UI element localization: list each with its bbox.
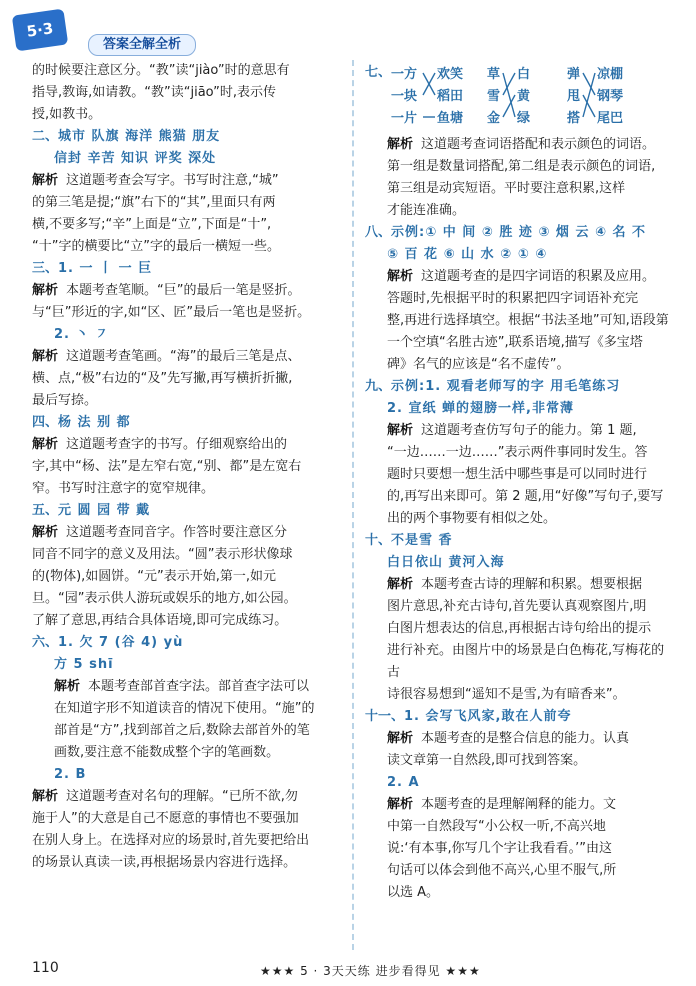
page-header [10, 10, 690, 50]
text-line: 出的两个事物要有相似之处。 [387, 511, 557, 526]
answer-line: ⑤ 百 花 ⑥ 山 水 ② ① ④ [387, 247, 548, 262]
section-9 [365, 376, 675, 530]
match-line [503, 73, 515, 95]
text-line: “一边……一边……”表示两件事同时发生。答 [387, 445, 648, 460]
analysis-tag: 解析 [32, 789, 59, 804]
answer-line: 1. ⼀ ⼁ ⼀ 巨 [58, 261, 153, 276]
analysis-tag: 解析 [387, 137, 414, 152]
match-word: 凉棚 [597, 67, 624, 82]
analysis-tag: 解析 [32, 437, 59, 452]
section-6 [32, 632, 350, 874]
text-line: 这道题考查对名句的理解。“已所不欲,勿 [66, 789, 298, 804]
section-8 [365, 222, 675, 376]
match-word: 一方 [391, 67, 418, 82]
text-line: 的时候要注意区分。“教”读“jiào”时的意思有 [32, 63, 290, 78]
answer-line: 2. 丶 ㇇ [54, 327, 110, 342]
text-line: 的,再写出来即可。第 2 题,用“好像”写句子,要写 [387, 489, 664, 504]
match-word: 鱼塘 [437, 111, 464, 126]
text-line: 这道题考查同音字。作答时要注意区分 [66, 525, 288, 540]
text-line: 这道题考查的是四字词语的积累及应用。 [421, 269, 656, 284]
text-line: 在知道字形不知道读音的情况下使用。“施”的 [54, 701, 315, 716]
text-line: 画数,要注意不能数成整个字的笔画数。 [54, 745, 280, 760]
analysis-tag: 解析 [54, 679, 81, 694]
text-line: 这道题考查字的书写。仔细观察给出的 [66, 437, 288, 452]
match-word: 白 [517, 67, 531, 82]
text-line: “十”字的横要比“立”字的最后一横短一些。 [32, 239, 280, 254]
text-line: 旦。“园”表示供人游玩或娱乐的地方,如公园。 [32, 591, 297, 606]
match-word: 黄 [517, 89, 531, 104]
text-line: 本题考查的是整合信息的能力。认真 [421, 731, 630, 746]
answer-line: 2. 宣纸 蝉的翅膀一样,非常薄 [387, 401, 574, 416]
section-4 [32, 412, 350, 500]
text-line: 与“巨”形近的字,如“区、匠”最后一笔也是竖折。 [32, 305, 311, 320]
matching-diagram [365, 62, 675, 128]
answer-line: 示例:① 中 间 ② 胜 迹 ③ 烟 云 ④ 名 不 [391, 225, 647, 240]
section-3 [32, 258, 350, 412]
match-word: 金 [487, 111, 501, 126]
match-line [503, 95, 515, 117]
text-line: 读文章第一自然段,即可找到答案。 [387, 753, 587, 768]
footer-slogan: ★★★ 5 · 3天天练 进步看得见 ★★★ [260, 964, 481, 978]
section-11 [365, 706, 675, 904]
answer-line: 不是雪 香 [391, 533, 453, 548]
text-line: 进行补充。由图片中的场景是白色梅花,写梅花的古 [387, 643, 665, 680]
text-line: 的第三笔是提;“旗”右下的“其”,里面只有两 [32, 195, 276, 210]
text-line: 授,如教书。 [32, 107, 102, 122]
section-number: 二、 [32, 129, 59, 144]
text-line: 第一组是数量词搭配,第二组是表示颜色的词语, [387, 159, 656, 174]
match-word: 一块 [391, 89, 418, 104]
match-word: 绿 [517, 111, 531, 126]
section-number: 五、 [32, 503, 59, 518]
text-line: 以选 A。 [387, 885, 440, 900]
section-number: 六、 [32, 635, 59, 650]
text-line: 字,其中“杨、法”是左窄右宽,“别、都”是左宽右 [32, 459, 302, 474]
text-line: 中第一自然段写“小公权一听,不高兴地 [387, 819, 606, 834]
match-line [583, 73, 595, 117]
text-line: 一个空填“名胜古迹”,联系语境,描写《多宝塔 [387, 335, 643, 350]
answer-line: 示例:1. 观看老师写的字 用毛笔练习 [391, 379, 621, 394]
text-line: 整,再进行选择填空。根据“书法圣地”可知,语段第 [387, 313, 669, 328]
left-column [32, 60, 350, 874]
match-word: 钢琴 [597, 89, 624, 104]
section-number: 十、 [365, 533, 392, 548]
match-word: 一片 [391, 111, 418, 126]
section-number: 四、 [32, 415, 59, 430]
answer-line: 1. 欠 7 (谷 4) yù [58, 635, 184, 650]
text-line: 指导,教诲,如请教。“教”读“jiāo”时,表示传 [32, 85, 277, 100]
answer-line: 方 5 shī [54, 657, 114, 672]
text-line: 才能连准确。 [387, 203, 466, 218]
page-footer [0, 956, 696, 980]
match-word: 稻田 [437, 89, 464, 104]
text-line: 本题考查部首查字法。部首查字法可以 [88, 679, 310, 694]
analysis-tag: 解析 [32, 525, 59, 540]
answer-line: 元 圆 园 带 戴 [58, 503, 151, 518]
match-word: 甩 [567, 89, 581, 104]
text-line: 答题时,先根据平时的积累把四字词语补充完 [387, 291, 639, 306]
text-line: 同音不同字的意义及用法。“圆”表示形状像球 [32, 547, 293, 562]
match-word: 雪 [487, 89, 501, 104]
analysis-tag: 解析 [387, 577, 414, 592]
answer-line: 2. A [387, 775, 420, 790]
section-number: 三、 [32, 261, 59, 276]
section-2 [32, 126, 350, 258]
text-line: 了解了意思,再结合具体语境,即可完成练习。 [32, 613, 288, 628]
section-7 [365, 62, 675, 222]
answer-line: 2. B [54, 767, 87, 782]
text-line: 施于人”的大意是自己不愿意的事情也不要强加 [32, 811, 299, 826]
text-line: 诗很容易想到“遥知不是雪,为有暗香来”。 [387, 687, 626, 702]
text-line: 本题考查的是理解阐释的能力。文 [421, 797, 617, 812]
text-line: 的(物体),如圆饼。“元”表示开始,第一,如元 [32, 569, 277, 584]
match-line [503, 73, 515, 117]
section-10 [365, 530, 675, 706]
match-line [583, 73, 595, 95]
section-number: 九、 [365, 379, 392, 394]
match-word: 草 [487, 67, 501, 82]
text-line: 句话可以体会到他不高兴,心里不服气,所 [387, 863, 617, 878]
text-line: 在别人身上。在选择对应的场景时,首先要把给出 [32, 833, 310, 848]
answer-line: 信封 辛苦 知识 评奖 深处 [54, 151, 217, 166]
section-number: 八、 [365, 225, 392, 240]
text-line: 这道题考查词语搭配和表示颜色的词语。 [421, 137, 656, 152]
right-column [365, 60, 675, 904]
analysis-tag: 解析 [387, 731, 414, 746]
text-line: 白图片想表达的信息,再根据古诗句给出的提示 [387, 621, 652, 636]
text-line: 本题考查古诗的理解和积累。想要根据 [421, 577, 643, 592]
text-line: 图片意思,补充古诗句,首先要认真观察图片,明 [387, 599, 647, 614]
brand-logo: 5·3 [12, 9, 69, 52]
text-line: 说:‘有本事,你写几个字让我看看。’”由这 [387, 841, 613, 856]
text-line: 窄。书写时注意字的宽窄规律。 [32, 481, 215, 496]
text-line: 部首是“方”,找到部首之后,数除去部首外的笔 [54, 723, 310, 738]
text-line: 横,不要多写;“辛”上面是“立”,下面是“十”, [32, 217, 272, 232]
text-line: 最后写捺。 [32, 393, 98, 408]
analysis-tag: 解析 [32, 349, 59, 364]
text-line: 这道题考查笔画。“海”的最后三笔是点、 [66, 349, 301, 364]
match-line [583, 95, 595, 117]
column-divider [352, 60, 354, 950]
section-number: 七、 [365, 65, 392, 80]
answer-line: 1. 会写飞风家,敢在人前夸 [404, 709, 572, 724]
text-line: 碑》名气的应该是“名不虚传”。 [387, 357, 570, 372]
text-line: 第三组是动宾短语。平时要注意积累,这样 [387, 181, 626, 196]
answer-line: 城市 队旗 海洋 熊猫 朋友 [58, 129, 221, 144]
text-line: 题时只要想一想生活中哪些事是可以同时进行 [387, 467, 648, 482]
text-line: 这道题考查仿写句子的能力。第 1 题, [421, 423, 637, 438]
match-word: 尾巴 [597, 111, 624, 126]
page-number: 110 [32, 960, 59, 976]
section-5 [32, 500, 350, 632]
analysis-tag: 解析 [32, 283, 59, 298]
match-word: 欢笑 [437, 67, 464, 82]
match-word: 搭 [567, 111, 581, 126]
analysis-tag: 解析 [387, 797, 414, 812]
analysis-tag: 解析 [32, 173, 59, 188]
text-line: 这道题考查会写字。书写时注意,“城” [66, 173, 279, 188]
text-line: 横、点,“极”右边的“及”先写撇,再写横折折撇, [32, 371, 293, 386]
answer-line: 白日依山 黄河入海 [387, 555, 505, 570]
analysis-tag: 解析 [387, 423, 414, 438]
text-line: 的场景认真读一读,再根据场景内容进行选择。 [32, 855, 297, 870]
match-word: 弹 [567, 67, 581, 82]
analysis-tag: 解析 [387, 269, 414, 284]
text-line: 本题考查笔顺。“巨”的最后一笔是竖折。 [66, 283, 301, 298]
answer-line: 杨 法 别 都 [58, 415, 131, 430]
answer-badge: 答案全解全析 [88, 34, 196, 56]
section-number: 十一、 [365, 709, 405, 724]
